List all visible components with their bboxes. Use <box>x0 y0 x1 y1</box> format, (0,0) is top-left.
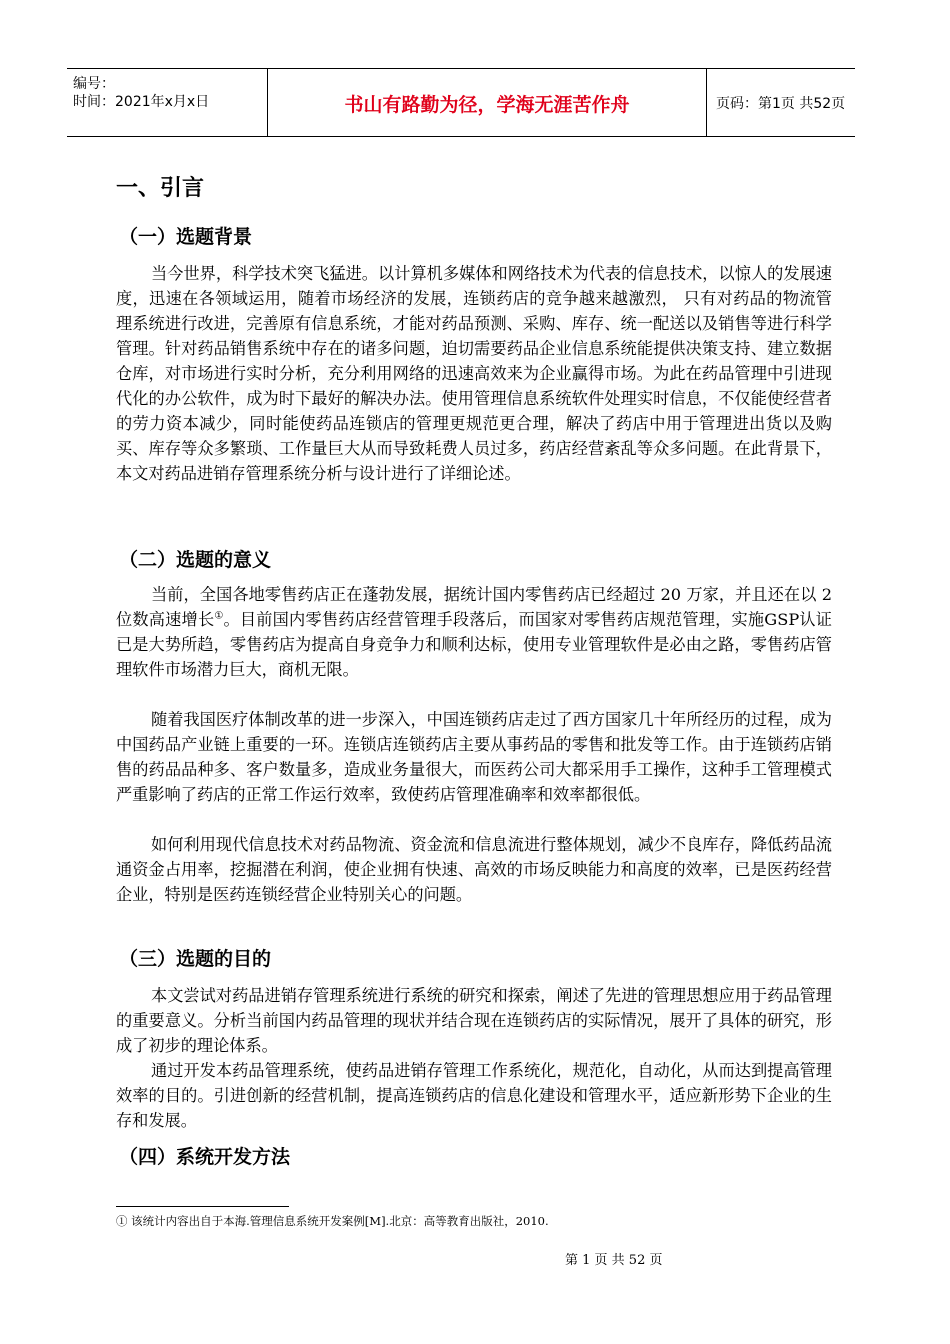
paragraph-significance-3: 如何利用现代信息技术对药品物流、资金流和信息流进行整体规划，减少不良库存，降低药品流通资金占用率，挖掘潜在利润，使企业拥有快速、高效的市场反映能力和高度的效率，已是医药经营企业，特别是医药连锁经营企业特别关心的问题。 <box>116 835 832 904</box>
header-meta-cell <box>67 69 267 136</box>
number-label: 编号： <box>73 76 115 92</box>
paragraph-background: 当今世界，科学技术突飞猛进。以计算机多媒体和网络技术为代表的信息技术，以惊人的发展速度，迅速在各领域运用，随着市场经济的发展，连锁药店的竞争越来越激烈， 只有对药品的物流管理系统进行改进，完善原有信息系统，才能对药品预测、采购、库存、统一配送以及销售等进行科学管理。针对药品销售系统中存在的诸多问题，迫切需要药品企业信息系统能提供决策支持、建立数据仓库，对市场进行实时分析，充分利用网络的迅速高效来为企业赢得市场。为此在药品管理中引进现代化的办公软件，成为时下最好的解决办法。使用管理信息系统软件处理实时信息，不仅能使经营者的劳力资本减少，同时能使药品连锁店的管理更规范更合理，解决了药店中用于管理进出货以及购买、库存等众多繁琐、工作量巨大从而导致耗费人员过多，药店经营紊乱等众多问题。在此背景下，本文对药品进销存管理系统分析与设计进行了详细论述。 <box>116 264 832 483</box>
subsection-title-purpose: （三）选题的目的 <box>119 948 272 970</box>
paragraph-significance-1 <box>116 582 832 682</box>
footnote-divider <box>116 1206 289 1207</box>
page-label: 页码：第1页 共52页 <box>716 96 846 112</box>
footnote-ref[interactable]: ① <box>214 610 224 622</box>
header-page-cell <box>706 69 855 136</box>
section-title: 一、引言 <box>116 176 205 201</box>
paragraph-purpose-1: 本文尝试对药品进销存管理系统进行系统的研究和探索，阐述了先进的管理思想应用于药品管理的重要意义。分析当前国内药品管理的现状并结合现在连锁药店的实际情况，展开了具体的研究，形成了初步的理论体系。 <box>116 986 832 1055</box>
paragraph-significance-2: 随着我国医疗体制改革的进一步深入，中国连锁药店走过了西方国家几十年所经历的过程，成为中国药品产业链上重要的一环。连锁店连锁药店主要从事药品的零售和批发等工作。由于连锁药店销售的药品品种多、客户数量多，造成业务量很大，而医药公司大都采用手工操作，这种手工管理模式严重影响了药店的正常工作运行效率，致使药店管理准确率和效率都很低。 <box>116 710 832 804</box>
time-label: 时间：2021年x月x日 <box>73 94 210 110</box>
paragraph-purpose-2: 通过开发本药品管理系统，使药品进销存管理工作系统化，规范化，自动化，从而达到提高管理效率的目的。引进创新的经营机制，提高连锁药店的信息化建设和管理水平，适应新形势下企业的生存和发展。 <box>116 1061 832 1130</box>
page-footer: 第 1 页 共 52 页 <box>565 1253 663 1268</box>
footnote: ① 该统计内容出自于本海.管理信息系统开发案例[M].北京：高等教育出版社，2010. <box>116 1214 549 1228</box>
subsection-title-background: （一）选题背景 <box>119 226 253 248</box>
paragraph-text: 当前，全国各地零售药店正在蓬勃发展，据统计国内零售药店已经超过 20 万家，并且还在以 2 位数高速增长 <box>116 585 832 629</box>
subsection-title-significance: （二）选题的意义 <box>119 549 272 571</box>
header-motto-cell <box>267 69 707 136</box>
document-header <box>67 68 855 137</box>
subsection-title-method: （四）系统开发方法 <box>119 1146 291 1168</box>
motto: 书山有路勤为径，学海无涯苦作舟 <box>344 94 630 116</box>
paragraph-text-rest: 。目前国内零售药店经营管理手段落后，而国家对零售药店规范管理，实施GSP认证已是大势所趋，零售药店为提高自身竞争力和顺利达标，使用专业管理软件是必由之路，零售药店管理软件市场潜力巨大，商机无限。 <box>116 610 832 679</box>
